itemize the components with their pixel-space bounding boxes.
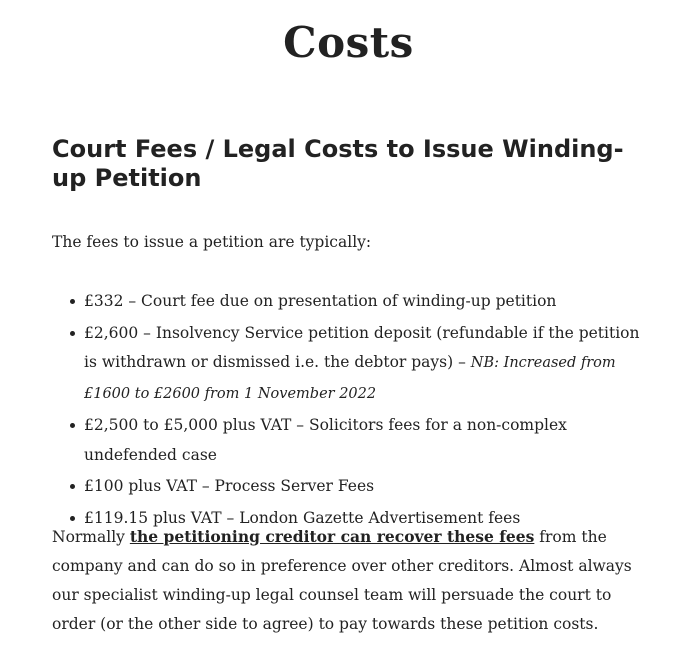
fees-list: [52, 287, 647, 535]
closing-text-after: from the company and can do so in preference over other creditors. Almost always our specialist winding-up legal counsel team will persuade the court to order (or the other side to agree) to pay towards these petition costs.: [52, 528, 632, 633]
list-item: [52, 287, 647, 317]
recover-fees-link[interactable]: the petitioning creditor can recover these fees: [129, 527, 535, 546]
page-title: Costs: [283, 18, 414, 67]
fee-text: £119.15 plus VAT – London Gazette Advertisement fees: [84, 508, 521, 527]
section-heading: Court Fees / Legal Costs to Issue Winding-up Petition: [52, 135, 624, 192]
fee-text: £2,600 – Insolvency Service petition deposit (refundable if the petition is withdrawn or dismissed i.e. the debtor pays) –: [84, 323, 640, 371]
closing-text-before: Normally: [52, 528, 130, 546]
closing-paragraph: [52, 522, 647, 639]
list-item: [52, 319, 647, 410]
intro-paragraph: The fees to issue a petition are typically:: [52, 233, 372, 251]
fee-text: £100 plus VAT – Process Server Fees: [84, 477, 375, 495]
fee-text: £332 – Court fee due on presentation of winding-up petition: [84, 292, 557, 310]
list-item: [52, 411, 647, 470]
fee-note: NB: Increased from £1600 to £2600 from 1 November 2022: [84, 355, 616, 402]
fee-text: £2,500 to £5,000 plus VAT – Solicitors fees for a non-complex undefended case: [84, 416, 567, 464]
list-item: [52, 472, 647, 502]
